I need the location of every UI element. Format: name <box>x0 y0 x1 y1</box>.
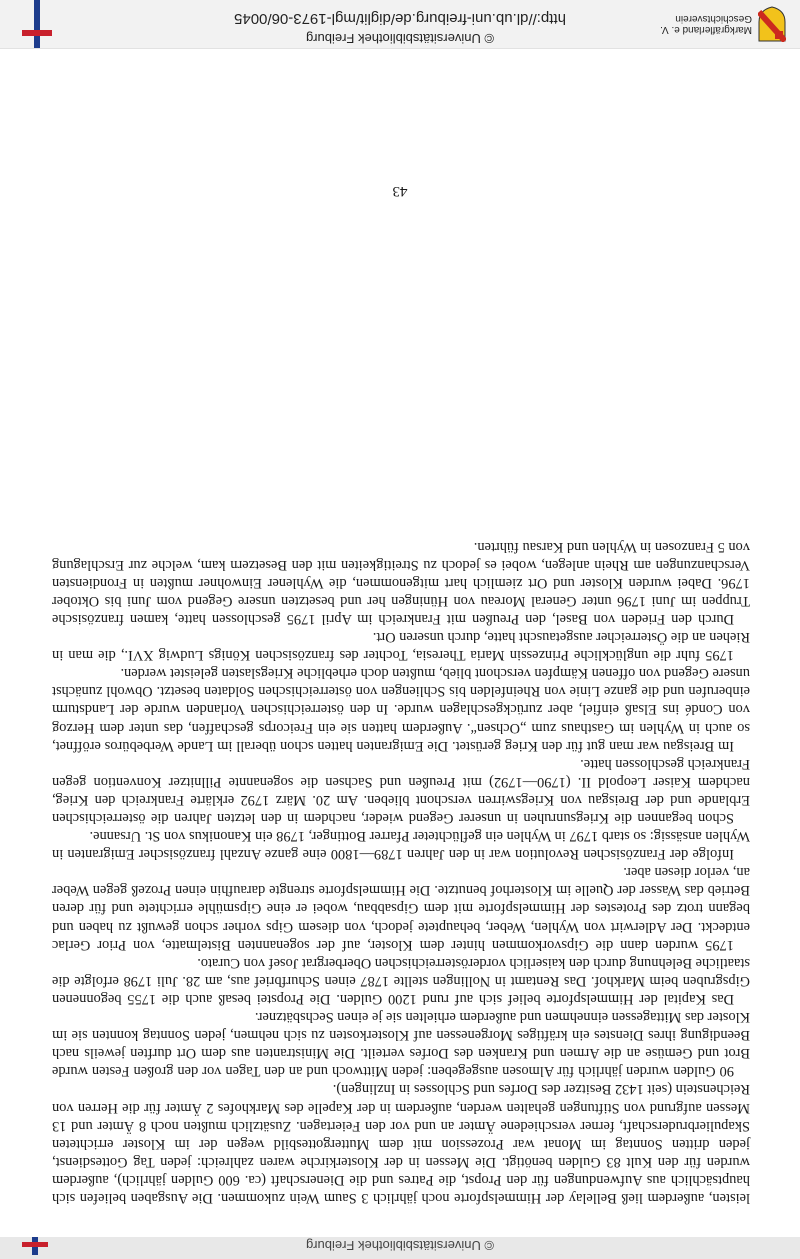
paragraph-7: Im Breisgau war man gut für den Krieg gerüstet. Die Emigranten hatten schon überall im Lande Werbebüros eröffnet, so auch in Wyhlen im Gasthaus zum „Ochsen“. Außerdem hatten sie ein Freicorps geschaffen, das unter dem Herzog von Condé ins Elsaß einfiel, aber zurückgeschlagen wurde. In den österreichischen Vorlanden wurde der Landsturm einberufen und die ganze Linie von Rheinfelden bis Schliengen von österreichischen Soldaten besetzt. Obwohl zunächst unsere Gegend von offenen Kämpfen verschont blieb, mußten doch erhebliche Kriegslasten geleistet werden. <box>52 665 750 754</box>
library-logo-icon <box>20 1237 50 1255</box>
logo-horizontal-bar <box>22 1242 48 1247</box>
library-logo-icon-footer <box>18 0 58 48</box>
footer-banner <box>0 0 800 49</box>
paragraph-9: Durch den Frieden von Basel, den Preußen mit Frankreich im April 1795 geschlossen hatte, kamen französische Truppen im Juni 1796 unter General Moreau von Hüningen her und besetzten unsere Gegend vom Juni bis Oktober 1796. Dabei wurden Kloster und Ort ziemlich hart mitgenommen, die Wyhlener Einwohner mußten in Frondiensten Verschanzungen am Rhein anlegen, wobei es jedoch zu Streitigkeiten mit den Besetzern kam, welche zur Erschlagung von 5 Franzosen in Wyhlen und Karsau führten. <box>52 538 750 627</box>
society-line-2: Geschichtsverein <box>675 13 752 24</box>
paragraph-1: leisten, außerdem ließ Bellelay der Himmelspforte noch jährlich 3 Saum Wein zukommen. Die Ausgaben beliefen sich hauptsächlich aus Aufwendungen für den Propst, die Patres und die Dienerschaft (ca. 600 Gulden jährlich), außerdem wurden für den Kult 83 Gulden benötigt. Die Messen in der Klosterkirche waren zahlreich: jeden Tag Gottesdienst, jeden dritten Sonntag im Monat war Prozession mit dem Muttergottesbild wegen der im Kloster errichteten Skapulierbruderschaft, ferner verschiedene Ämter an und vor den Feiertagen. Zusätzlich mußten noch 8 Ämter und 13 Messen aufgrund von Stiftungen gehalten werden, außerdem in der Kapelle des Markhofes 2 Ämter für die Herren von Reichenstein (seit 1432 Besitzer des Dorfes und Schlosses in Inzlingen). <box>52 1081 750 1206</box>
logo-vertical-bar <box>34 0 40 48</box>
header-library-text: © Universitätsbibliothek Freiburg <box>305 1238 495 1253</box>
logo-horizontal-bar <box>22 30 52 36</box>
library-credit: © Universitätsbibliothek Freiburg <box>305 31 495 46</box>
top-banner <box>0 1237 800 1259</box>
document-body <box>52 538 750 1207</box>
paragraph-2: 90 Gulden wurden jährlich für Almosen ausgegeben: jeden Mittwoch und an den Tagen vor den großen Festen wurde Brot und Gemüse an die Armen und Kranken des Dorfes verteilt. Die Ministranten aus dem Ort durften jeweils nach Beendigung ihres Dienstes ein kräftiges Morgenessen auf Klosterkosten zu sich nehmen, jeden Sonntag konnten sie im Kloster das Mittagessen einnehmen und außerdem erhielten sie je einen Sechsbätzner. <box>52 1009 750 1080</box>
paragraph-5: Infolge der Französischen Revolution war in den Jahren 1789—1800 eine ganze Anzahl französischer Emigranten in Wyhlen ansässig: so starb 1797 in Wyhlen ein geflüchteter Pfarrer Bottinger, 1798 ein Kanonikus von St. Ursanne. <box>52 828 750 863</box>
society-line-1: Markgräflerland e. V. <box>660 24 752 35</box>
paragraph-6: Schon begannen die Kriegsunruhen in unserer Gegend wieder, nachdem in den letzten Jahren die österreichischen Erblande und der Breisgau von Kriegswirren verschont blieben. Am 20. März 1792 erklärte Frankreich den Krieg, nachdem Kaiser Leopold II. (1790—1792) mit Preußen und Sachsen die sogenannte Pillnitzer Konvention gegen Frankreich geschlossen hatte. <box>52 755 750 827</box>
paragraph-3: Das Kapital der Himmelspforte belief sich auf rund 1200 Gulden. Die Propstei besaß auch die 1755 begonnenen Gipsgruben beim Markhof. Das Rentamt in Nollingen stellte 1787 einen Schurfbrief aus, am 28. Juli 1798 erfolgte die staatliche Belehnung durch den kaiserlich vorderösterreichischen Oberbergrat Josef von Curato. <box>52 954 750 1007</box>
paragraph-8: 1795 fuhr die unglückliche Prinzessin Maria Theresia, Tochter des französischen Königs Ludwig XVI., die man in Riehen an die Österreicher ausgetauscht hatte, durch unseren Ort. <box>52 629 750 664</box>
footer-center <box>0 8 800 46</box>
page-number: 43 <box>392 183 408 199</box>
source-url-link[interactable]: http://dl.ub.uni-freiburg.de/diglit/mgl-1973-06/0045 <box>234 10 566 27</box>
paragraph-4: 1795 wurden dann die Gipsvorkommen hinter dem Kloster, auf der sogenannten Bistelmatte, von Prior Gerlac entdeckt. Der Adlerwirt von Wyhlen, Weber, behauptete jedoch, von diesem Gips vorher schon gewußt zu haben und begann trotz des Protestes der Himmelspforte mit dem Gipsabbau, wobei er eine Gipsmühle errichtete und für deren Betrieb das Wasser der Quelle im Klosterhof benutzte. Die Himmelspforte strengte daraufhin einen Prozeß gegen Weber an, verlor diesen aber. <box>52 864 750 953</box>
